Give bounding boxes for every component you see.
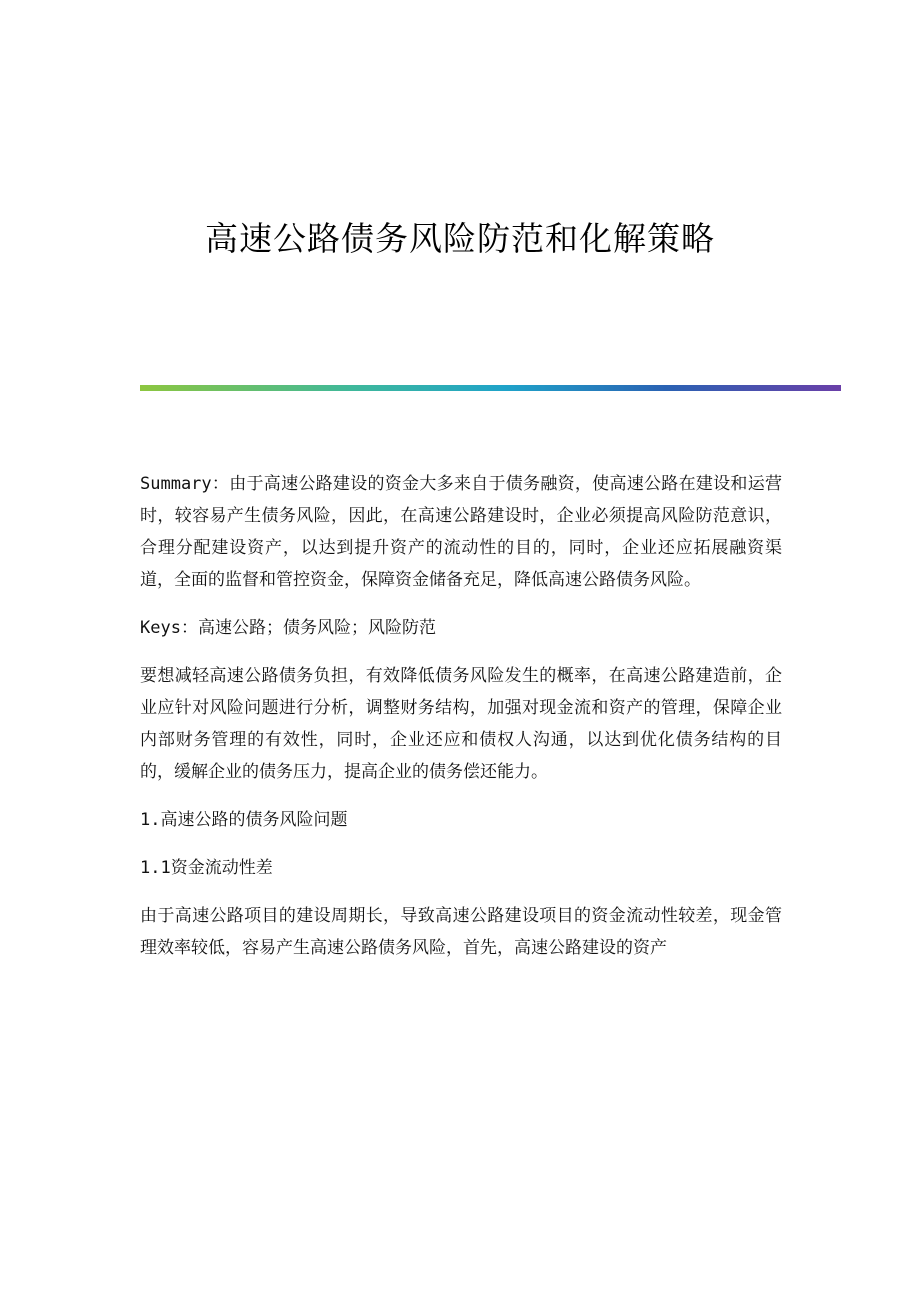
section-number-1-1: 1.1	[140, 858, 171, 878]
section-1-1-paragraph: 由于高速公路项目的建设周期长，导致高速公路建设项目的资金流动性较差，现金管理效率较低，容易产生高速公路债务风险，首先，高速公路建设的资产	[140, 906, 782, 958]
intro-paragraph: 要想减轻高速公路债务负担，有效降低债务风险发生的概率，在高速公路建造前，企业应针对风险问题进行分析，调整财务结构，加强对现金流和资产的管理，保障企业内部财务管理的有效性，同时，企业还应和债权人沟通，以达到优化债务结构的目的，缓解企业的债务压力，提高企业的债务偿还能力。	[140, 666, 782, 782]
summary-paragraph	[140, 468, 782, 596]
section-title-1: 高速公路的债务风险问题	[160, 810, 348, 830]
title-divider-gradient	[140, 385, 841, 391]
document-body	[140, 468, 782, 980]
keys-label: Keys：	[140, 618, 198, 638]
section-heading-1	[140, 804, 782, 836]
keys-text: 高速公路；债务风险；风险防范	[197, 618, 436, 638]
summary-label: Summary：	[140, 474, 230, 494]
summary-text: 由于高速公路建设的资金大多来自于债务融资，使高速公路在建设和运营时，较容易产生债务风险，因此，在高速公路建设时，企业必须提高风险防范意识，合理分配建设资产，以达到提升资产的流动性的目的，同时，企业还应拓展融资渠道，全面的监督和管控资金，保障资金储备充足，降低高速公路债务风险。	[140, 474, 782, 590]
document-title: 高速公路债务风险防范和化解策略	[205, 219, 715, 258]
section-title-1-1: 资金流动性差	[170, 858, 273, 878]
section-number-1: 1.	[140, 810, 161, 830]
section-heading-1-1	[140, 852, 782, 884]
keys-paragraph	[140, 612, 782, 644]
